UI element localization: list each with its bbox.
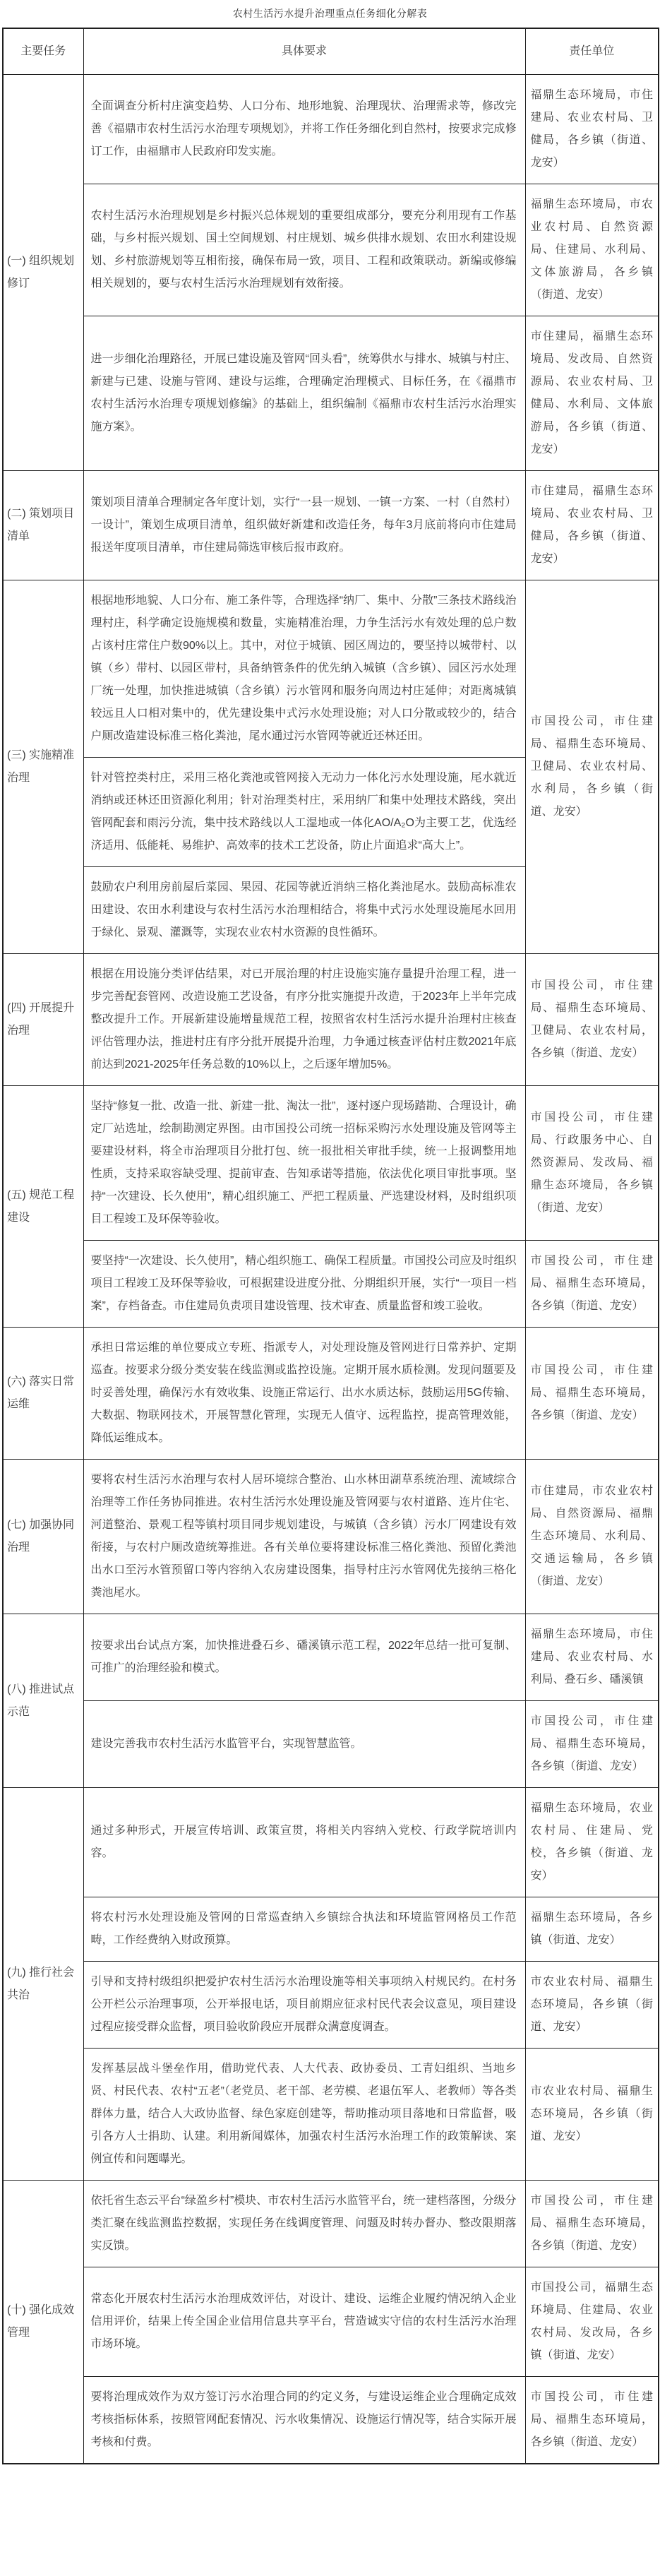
table-row xyxy=(3,2049,659,2181)
table-row xyxy=(3,1788,659,1897)
requirement-cell: 依托省生态云平台“绿盈乡村”模块、市农村生活污水监管平台，统一建档落图，分级分类汇聚在线监测监控数据，实现任务在线调度管理、问题及时转办督办、整改限期落实反馈。 xyxy=(83,2181,525,2267)
requirement-cell: 常态化开展农村生活污水治理成效评估，对设计、建设、运维企业履约情况纳入企业信用评价，结果上传全国企业信用信息共享平台，营造诚实守信的农村生活污水治理市场环境。 xyxy=(83,2267,525,2377)
task-label: (九) 推行社会共治 xyxy=(3,1788,83,2181)
responsible-unit-cell: 福鼎生态环境局，各乡镇（街道、龙安） xyxy=(525,1897,659,1962)
table-row xyxy=(3,75,659,184)
task-table-body xyxy=(3,75,659,2464)
column-header-main-task: 主要任务 xyxy=(3,28,83,75)
requirement-cell: 按要求出台试点方案，加快推进叠石乡、磻溪镇示范工程，2022年总结一批可复制、可推广的治理经验和模式。 xyxy=(83,1614,525,1701)
requirement-cell: 进一步细化治理路径，开展已建设施及管网“回头看”，统筹供水与排水、城镇与村庄、新建与已建、设施与管网、建设与运维，合理确定治理模式、目标任务，在《福鼎市农村生活污水治理专项规划修编》的基础上，组织编制《福鼎市农村生活污水治理实施方案》。 xyxy=(83,316,525,471)
table-row xyxy=(3,1086,659,1241)
task-label: (二) 策划项目清单 xyxy=(3,471,83,580)
table-row xyxy=(3,316,659,471)
responsible-unit-cell: 福鼎生态环境局，市农业农村局、自然资源局、住建局、水利局、文体旅游局，各乡镇（街道、龙安） xyxy=(525,184,659,316)
requirement-cell: 要将农村生活污水治理与农村人居环境综合整治、山水林田湖草系统治理、流域综合治理等工作任务协同推进。农村生活污水处理设施及管网要与农村道路、连片住宅、河道整治、景观工程等镇村项目同步规划建设，与城镇（含乡镇）污水厂网建设有效衔接，与农村户厕改造统筹推进。各有关单位要将建设标准三格化粪池、预留化粪池出水口至污水管预留口等内容纳入农房建设图集，指导村庄污水管网优先接纳三格化粪池尾水。 xyxy=(83,1460,525,1614)
requirement-cell: 根据在用设施分类评估结果，对已开展治理的村庄设施实施存量提升治理工程，进一步完善配套管网、改造设施工艺设备，有序分批实施提升改造，于2023年上半年完成整改提升工作。开展新建设施增量规范工程，按照省农村生活污水提升治理村庄核查评估管理办法，推进村庄有序分批开展提升治理，力争通过核查评估村庄数2021年底前达到2021-2025年任务总数的10%以上，之后逐年增加5%。 xyxy=(83,954,525,1086)
requirement-cell: 要将治理成效作为双方签订污水治理合同的约定义务，与建设运维企业合理确定成效考核指标体系，按照管网配套情况、污水收集情况、设施运行情况等，结合实际开展考核和付费。 xyxy=(83,2377,525,2464)
table-row xyxy=(3,2181,659,2267)
responsible-unit-cell: 市国投公司，市住建局、福鼎生态环境局，各乡镇（街道、龙安） xyxy=(525,2377,659,2464)
requirement-cell: 鼓励农户利用房前屋后菜园、果园、花园等就近消纳三格化粪池尾水。鼓励高标准农田建设、农田水利建设与农村生活污水治理相结合，将集中式污水处理设施尾水回用于绿化、景观、灌溉等，实现农业农村水资源的良性循环。 xyxy=(83,867,525,954)
requirement-cell: 策划项目清单合理制定各年度计划，实行“一县一规划、一镇一方案、一村（自然村）一设计”，策划生成项目清单，组织做好新建和改造任务，每年3月底前将向市住建局报送年度项目清单，市住建局筛选审核后报市政府。 xyxy=(83,471,525,580)
task-label: (八) 推进试点示范 xyxy=(3,1614,83,1788)
task-label: (六) 落实日常运维 xyxy=(3,1328,83,1460)
requirement-cell: 承担日常运维的单位要成立专班、指派专人，对处理设施及管网进行日常养护、定期巡查。按要求分级分类安装在线监测或监控设施。定期开展水质检测。发现问题要及时妥善处理，确保污水有效收集、设施正常运行、出水水质达标，鼓励运用5G传输、大数据、物联网技术，开展智慧化管理，实现无人值守、远程监控，提高管理效能，降低运维成本。 xyxy=(83,1328,525,1460)
requirement-cell: 全面调查分析村庄演变趋势、人口分布、地形地貌、治理现状、治理需求等，修改完善《福鼎市农村生活污水治理专项规划》，并将工作任务细化到自然村，按要求完成修订工作，由福鼎市人民政府印发实施。 xyxy=(83,75,525,184)
task-table xyxy=(2,28,659,2464)
requirement-cell: 引导和支持村级组织把爱护农村生活污水治理设施等相关事项纳入村规民约。在村务公开栏公示治理事项，公开举报电话，项目前期应征求村民代表会议意见，项目建设过程应接受群众监督，项目验收阶段应开展群众满意度调查。 xyxy=(83,1962,525,2049)
table-row xyxy=(3,580,659,758)
requirement-cell: 发挥基层战斗堡垒作用，借助党代表、人大代表、政协委员、工青妇组织、当地乡贤、村民代表、农村“五老”（老党员、老干部、老劳模、老退伍军人、老教师）等各类群体力量，结合人大政协监督、绿色家庭创建等，帮助推动项目落地和日常监督，吸引各方人士捐助、认建。利用新闻媒体，加强农村生活污水治理工作的政策解读、案例宣传和问题曝光。 xyxy=(83,2049,525,2181)
requirement-cell: 通过多种形式，开展宣传培训、政策宣贯，将相关内容纳入党校、行政学院培训内容。 xyxy=(83,1788,525,1897)
table-row xyxy=(3,1460,659,1614)
responsible-unit-cell: 市国投公司，福鼎生态环境局、住建局、农业农村局、发改局，各乡镇（街道、龙安） xyxy=(525,2267,659,2377)
requirement-cell: 坚持“修复一批、改造一批、新建一批、淘汰一批”，逐村逐户现场踏勘、合理设计，确定厂站选址，绘制勘测定界图。由市国投公司统一招标采购污水处理设施及管网等主要建设材料，将全市治理项目分批打包、统一报批相关审批手续，统一上报调整用地性质，支持采取容缺受理、提前审查、告知承诺等措施，依法优化项目审批事项。坚持“一次建设、长久使用”，精心组织施工、严把工程质量、严选建设材料，及时组织项目工程竣工及环保等验收。 xyxy=(83,1086,525,1241)
responsible-unit-cell: 福鼎生态环境局，市住建局、农业农村局、卫健局，各乡镇（街道、龙安） xyxy=(525,75,659,184)
table-row xyxy=(3,1241,659,1328)
task-label: (三) 实施精准治理 xyxy=(3,580,83,954)
requirement-cell: 根据地形地貌、人口分布、施工条件等，合理选择“纳厂、集中、分散”三条技术路线治理村庄，科学确定设施规模和数量，实施精准治理，力争生活污水有效处理的总户数占该村庄常住户数90%以上。其中，对位于城镇、园区周边的，要坚持以城带村、以镇（乡）带村、以园区带村，具备纳管条件的优先纳入城镇（含乡镇）、园区污水处理厂统一处理，加快推进城镇（含乡镇）污水管网和服务向周边村庄延伸；对距离城镇较远且人口相对集中的，优先建设集中式污水处理设施；对人口分散或较少的，结合户厕改造建设标准三格化粪池，尾水通过污水管网等就近还林还田。 xyxy=(83,580,525,758)
task-label: (五) 规范工程建设 xyxy=(3,1086,83,1328)
responsible-unit-cell: 市国投公司，市住建局、福鼎生态环境局，各乡镇（街道、龙安） xyxy=(525,2181,659,2267)
responsible-unit-cell: 市国投公司，市住建局、福鼎生态环境局，各乡镇（街道、龙安） xyxy=(525,1701,659,1788)
responsible-unit-cell: 市国投公司，市住建局、福鼎生态环境局、卫健局、农业农村局，各乡镇（街道、龙安） xyxy=(525,954,659,1086)
document-title: 农村生活污水提升治理重点任务细化分解表 xyxy=(232,8,428,19)
table-row xyxy=(3,954,659,1086)
requirement-cell: 针对管控类村庄，采用三格化粪池或管网接入无动力一体化污水处理设施，尾水就近消纳或还林还田资源化利用；针对治理类村庄，采用纳厂和集中处理技术路线，突出管网配套和雨污分流，集中技术路线以人工湿地或一体化AO/A₂O为主要工艺，优选经济适用、低能耗、易维护、高效率的技术工艺设备，防止片面追求“高大上”。 xyxy=(83,758,525,867)
responsible-unit-cell: 市国投公司，市住建局、福鼎生态环境局、卫健局、农业农村局、水利局，各乡镇（街道、龙安） xyxy=(525,580,659,954)
column-header-requirements: 具体要求 xyxy=(83,28,525,75)
task-label: (一) 组织规划修订 xyxy=(3,75,83,471)
table-row xyxy=(3,184,659,316)
requirement-cell: 将农村污水处理设施及管网的日常巡查纳入乡镇综合执法和环境监管网格员工作范畴，工作经费纳入财政预算。 xyxy=(83,1897,525,1962)
table-row xyxy=(3,2267,659,2377)
responsible-unit-cell: 市住建局，福鼎生态环境局、发改局、自然资源局、农业农村局、卫健局、水利局、文体旅游局，各乡镇（街道、龙安） xyxy=(525,316,659,471)
requirement-cell: 建设完善我市农村生活污水监管平台，实现智慧监管。 xyxy=(83,1701,525,1788)
responsible-unit-cell: 市国投公司，市住建局、福鼎生态环境局，各乡镇（街道、龙安） xyxy=(525,1241,659,1328)
responsible-unit-cell: 市农业农村局、福鼎生态环境局，各乡镇（街道、龙安） xyxy=(525,1962,659,2049)
table-row xyxy=(3,471,659,580)
responsible-unit-cell: 市国投公司，市住建局、行政服务中心、自然资源局、发改局、福鼎生态环境局，各乡镇（街道、龙安） xyxy=(525,1086,659,1241)
requirement-cell: 要坚持“一次建设、长久使用”，精心组织施工、确保工程质量。市国投公司应及时组织项目工程竣工及环保等验收，可根据建设进度分批、分期组织开展，实行“一项目一档案”，存档备查。市住建局负责项目建设管理、技术审查、质量监督和竣工验收。 xyxy=(83,1241,525,1328)
table-row xyxy=(3,1701,659,1788)
task-label: (四) 开展提升治理 xyxy=(3,954,83,1086)
task-label: (十) 强化成效管理 xyxy=(3,2181,83,2464)
task-label: (七) 加强协同治理 xyxy=(3,1460,83,1614)
table-row xyxy=(3,1962,659,2049)
responsible-unit-cell: 福鼎生态环境局，市住建局、农业农村局、水利局、叠石乡、磻溪镇 xyxy=(525,1614,659,1701)
table-row xyxy=(3,1897,659,1962)
responsible-unit-cell: 市住建局，福鼎生态环境局、农业农村局、卫健局，各乡镇（街道、龙安） xyxy=(525,471,659,580)
responsible-unit-cell: 市住建局，市农业农村局、自然资源局、福鼎生态环境局、水利局、交通运输局，各乡镇（街道、龙安） xyxy=(525,1460,659,1614)
table-row xyxy=(3,2377,659,2464)
table-row xyxy=(3,1614,659,1701)
header-row xyxy=(3,28,659,75)
responsible-unit-cell: 市国投公司，市住建局、福鼎生态环境局，各乡镇（街道、龙安） xyxy=(525,1328,659,1460)
table-row xyxy=(3,1328,659,1460)
requirement-cell: 农村生活污水治理规划是乡村振兴总体规划的重要组成部分，要充分利用现有工作基础，与乡村振兴规划、国土空间规划、村庄规划、城乡供排水规划、农田水利建设规划、乡村旅游规划等互相衔接，确保布局一致，项目、工程和政策联动。新编或修编相关规划的，要与农村生活污水治理规划有效衔接。 xyxy=(83,184,525,316)
responsible-unit-cell: 市农业农村局、福鼎生态环境局，各乡镇（街道、龙安） xyxy=(525,2049,659,2181)
responsible-unit-cell: 福鼎生态环境局，农业农村局、住建局、党校，各乡镇（街道、龙安） xyxy=(525,1788,659,1897)
column-header-responsible-unit: 责任单位 xyxy=(525,28,659,75)
